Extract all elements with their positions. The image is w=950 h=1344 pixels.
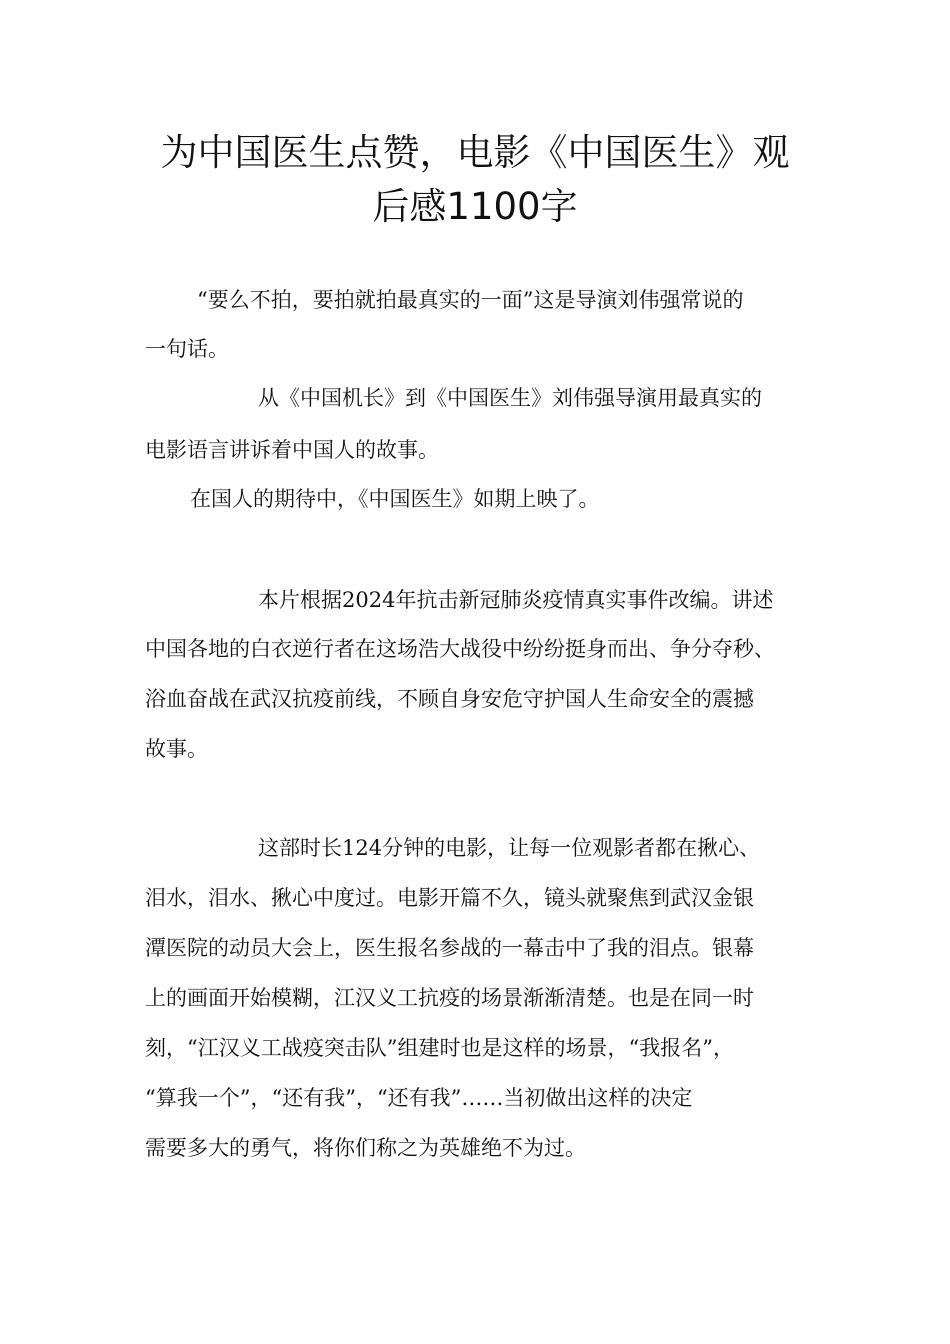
paragraph-5-line-4: 上的画面开始模糊，江汉义工抗疫的场景渐渐清楚。也是在同一时 xyxy=(145,986,754,1010)
paragraph-5-line-6: “算我一个”，“还有我”，“还有我”……当初做出这样的决定 xyxy=(145,1086,693,1110)
paragraph-5-line-1: 这部时长124分钟的电影，让每一位观影者都在揪心、 xyxy=(258,836,761,860)
paragraph-2-line-2: 电影语言讲诉着中国人的故事。 xyxy=(145,438,439,462)
paragraph-4-line-4: 故事。 xyxy=(145,737,208,761)
paragraph-5-line-5: 刻，“江汉义工战疫突击队”组建时也是这样的场景，“我报名”， xyxy=(145,1036,734,1060)
document-title-line-1: 为中国医生点赞，电影《中国医生》观 xyxy=(160,131,790,174)
paragraph-5-line-3: 潭医院的动员大会上，医生报名参战的一幕击中了我的泪点。银幕 xyxy=(145,936,754,960)
paragraph-5-line-7: 需要多大的勇气，将你们称之为英雄绝不为过。 xyxy=(145,1136,586,1160)
paragraph-4-line-2: 中国各地的白衣逆行者在这场浩大战役中纷纷挺身而出、争分夺秒、 xyxy=(145,637,775,661)
paragraph-4-line-1: 本片根据2024年抗击新冠肺炎疫情真实事件改编。讲述 xyxy=(258,588,774,612)
paragraph-1-line-2: 一句话。 xyxy=(145,337,229,361)
paragraph-1-line-1: “要么不拍，要拍就拍最真实的一面”这是导演刘伟强常说的 xyxy=(197,288,744,312)
paragraph-5-line-2: 泪水，泪水、揪心中度过。电影开篇不久，镜头就聚焦到武汉金银 xyxy=(145,886,754,910)
paragraph-3-line-1: 在国人的期待中，《中国医生》如期上映了。 xyxy=(190,487,600,511)
paragraph-4-line-3: 浴血奋战在武汉抗疫前线，不顾自身安危守护国人生命安全的震撼 xyxy=(145,687,754,711)
paragraph-2-line-1: 从《中国机长》到《中国医生》刘伟强导演用最真实的 xyxy=(258,386,762,410)
document-title-line-2: 后感1100字 xyxy=(372,185,578,228)
